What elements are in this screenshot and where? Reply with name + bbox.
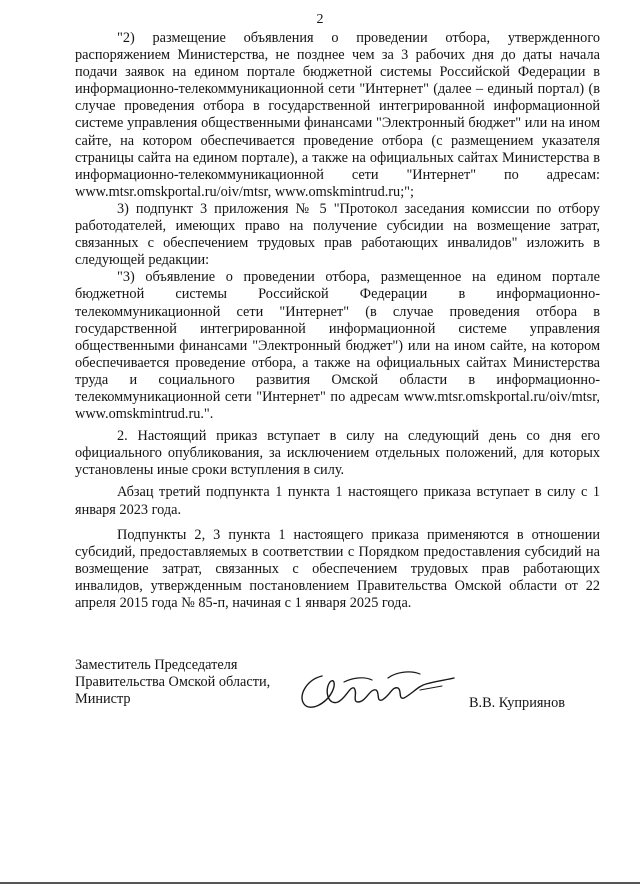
signatory-line-3: Министр	[75, 691, 131, 708]
paragraph-paragraph-three-date: Абзац третий подпункта 1 пункта 1 настоящего приказа вступает в силу с 1 января 2023 года.	[75, 484, 600, 518]
signatory-line-2: Правительства Омской области,	[75, 674, 271, 691]
paragraph-effective-date: 2. Настоящий приказ вступает в силу на следующий день со дня его официального опубликования, за исключением отдельных положений, для которых установлены иные сроки вступления в силу.	[75, 428, 600, 479]
paragraph-item-3-announcement: "3) объявление о проведении отбора, размещенное на едином портале бюджетной системы Российской Федерации в информационно-телекоммуникационной сети "Интернет" (в случае проведения отбора в государственной интегрированной информационной системе управления общественными финансами "Электронный бюджет") или на ином сайте, на котором обеспечивается проведение отбора, а также на официальных сайтах Министерства труда и социального развития Омской области в информационно-телекоммуникационной сети "Интернет" по адресам www.mtsr.omskportal.ru/oiv/mtsr, www.omskmintrud.ru.".	[75, 269, 600, 423]
signatory-line-1: Заместитель Председателя	[75, 657, 238, 673]
page-number: 2	[316, 12, 324, 27]
paragraph-item-2-announcement: "2) размещение объявления о проведении отбора, утвержденного распоряжением Министерства, не позднее чем за 3 рабочих дня до даты начала подачи заявок на едином портале бюджетной системы Российской Федерации в информационно-телекоммуникационной сети "Интернет" (далее – единый портал) (в случае проведения отбора в государственной интегрированной информационной системе управления общественными финансами "Электронный бюджет" или на ином сайте, на котором обеспечивается проведение отбора (с размещением указателя страницы сайта на едином портале), а также на официальных сайтах Министерства в информационно-телекоммуникационной сети "Интернет" по адресам: www.mtsr.omskportal.ru/oiv/mtsr, www.omskmintrud.ru;";	[75, 30, 600, 200]
paragraph-subitem-3-protocol: 3) подпункт 3 приложения № 5 "Протокол заседания комиссии по отбору работодателей, имеющих право на получение субсидии на возмещение затрат, связанных с обеспечением трудовых прав работающих инвалидов" изложить в следующей редакции:	[75, 200, 600, 269]
signatory-name: В.В. Куприянов	[469, 695, 565, 711]
signatory-position	[75, 657, 270, 708]
document-body	[75, 30, 600, 617]
scan-edge-line	[0, 882, 640, 884]
paragraph-subitems-application: Подпункты 2, 3 пункта 1 настоящего приказа применяются в отношении субсидий, предоставляемых в соответствии с Порядком предоставления субсидий на возмещение затрат, связанных с обеспечением трудовых прав работающих инвалидов, утвержденным постановлением Правительства Омской области от 22 апреля 2015 года № 85-п, начиная с 1 января 2025 года.	[75, 526, 600, 611]
handwritten-signature	[292, 662, 462, 718]
